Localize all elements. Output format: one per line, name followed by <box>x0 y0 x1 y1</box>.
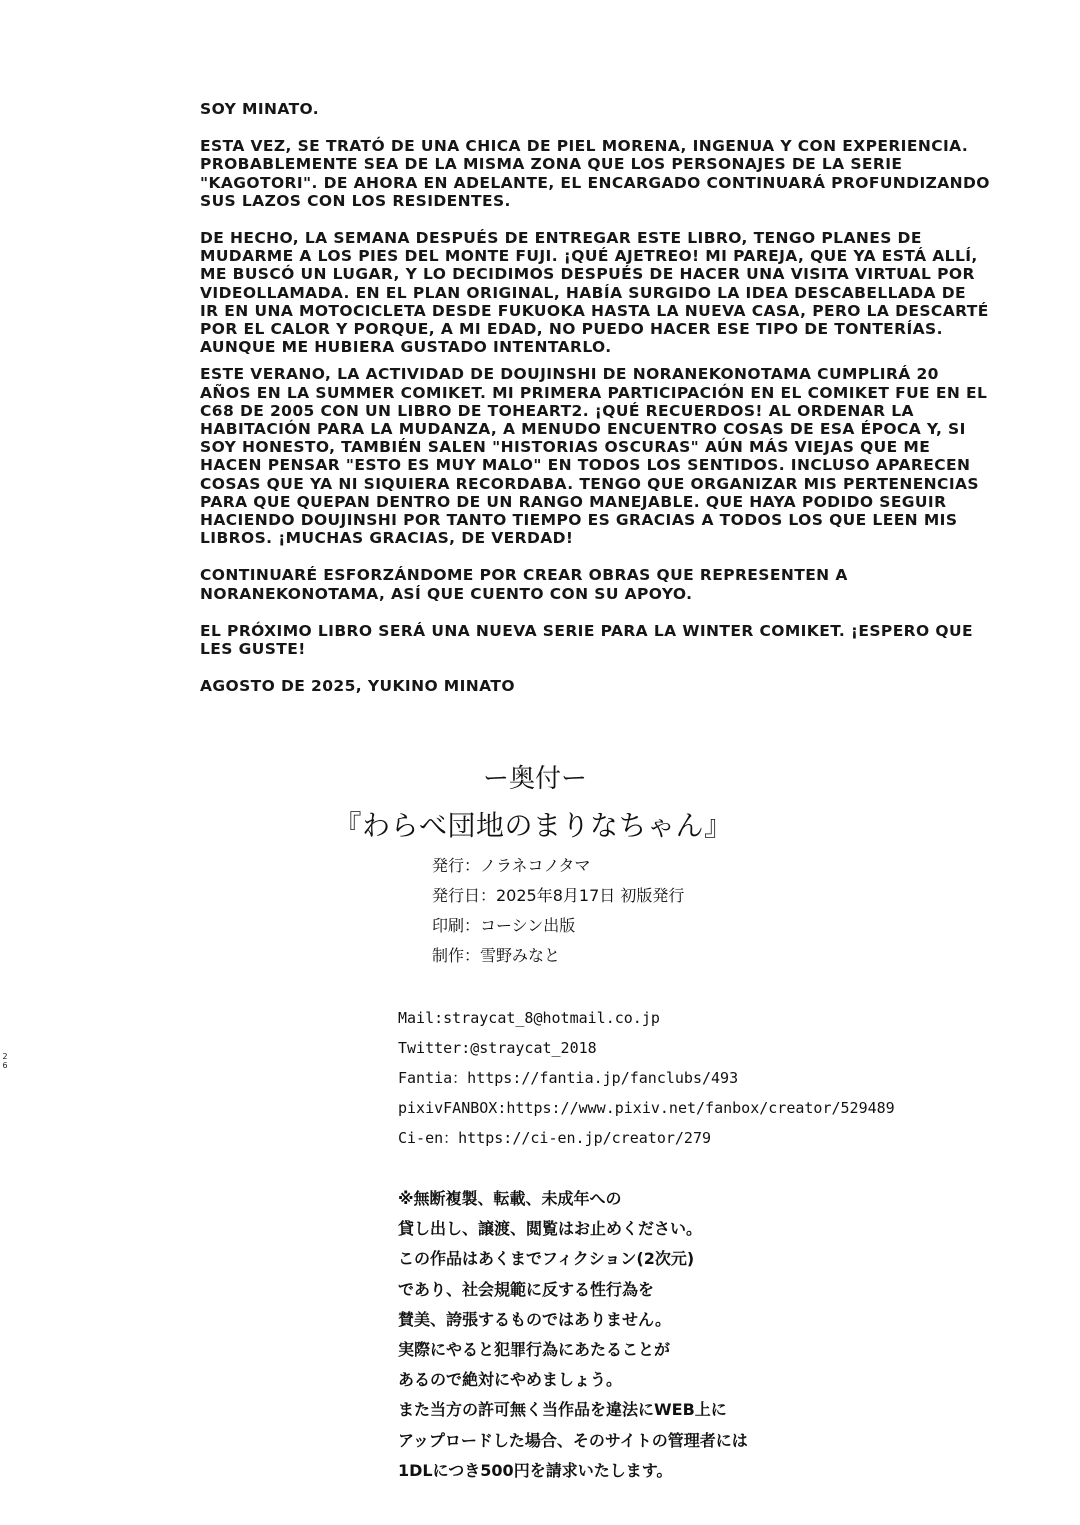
fantia-line: Fantia：https://fantia.jp/fanclubs/493 <box>398 1069 739 1087</box>
publisher-line: 発行：ノラネコノタマ <box>432 856 591 875</box>
producer-line: 制作：雪野みなと <box>432 946 561 965</box>
afterword-text-block <box>200 100 990 695</box>
notice-line: 貸し出し、譲渡、閲覧はお止めください。 <box>398 1219 703 1239</box>
fanbox-line: pixivFANBOX:https://www.pixiv.net/fanbox/creator/529489 <box>398 1099 895 1117</box>
colophon-heading: ー奥付ー <box>482 764 587 794</box>
printer-line: 印刷：コーシン出版 <box>432 916 576 935</box>
publish-date-line: 発行日：2025年8月17日 初版発行 <box>432 886 685 905</box>
afterword-paragraph: CONTINUARÉ ESFORZÁNDOME POR CREAR OBRAS QUE REPRESENTEN A NORANEKONOTAMA, ASÍ QUE CUENTO CON SU APOYO. <box>200 566 848 603</box>
notice-line: 賛美、誇張するものではありません。 <box>398 1309 671 1329</box>
afterword-paragraph: ESTA VEZ, SE TRATÓ DE UNA CHICA DE PIEL MORENA, INGENUA Y CON EXPERIENCIA. PROBABLEMENTE SEA DE LA MISMA ZONA QUE LOS PERSONAJES DE LA SERIE "KAGOTORI". DE AHORA EN ADELANTE, EL ENCARGADO CONTINUARÁ PROFUNDIZANDO SUS LAZOS CON LOS RESIDENTES. <box>200 137 990 210</box>
page-number-digit: 6 <box>2 1061 8 1070</box>
afterword-paragraph: ESTE VERANO, LA ACTIVIDAD DE DOUJINSHI DE NORANEKONOTAMA CUMPLIRÁ 20 AÑOS EN LA SUMMER COMIKET. MI PRIMERA PARTICIPACIÓN EN EL COMIKET FUE EN EL C68 DE 2005 CON UN LIBRO DE TOHEART2. ¡QUÉ RECUERDOS! AL ORDENAR LA HABITACIÓN PARA LA MUDANZA, A MENUDO ENCUENTRO COSAS DE ESA ÉPOCA Y, SI SOY HONESTO, TAMBIÉN SALEN "HISTORIAS OSCURAS" AÚN MÁS VIEJAS QUE ME HACEN PENSAR "ESTO ES MUY MALO" EN TODOS LOS SENTIDOS. INCLUSO APARECEN COSAS QUE YA NI SIQUIERA RECORDABA. TENGO QUE ORGANIZAR MIS PERTENENCIAS PARA QUE QUEPAN DENTRO DE UN RANGO MANEJABLE. QUE HAYA PODIDO SEGUIR HACIENDO DOUJINSHI POR TANTO TIEMPO ES GRACIAS A TODOS LOS QUE LEEN MIS LIBROS. ¡MUCHAS GRACIAS, DE VERDAD! <box>200 365 988 548</box>
notice-line: また当方の許可無く当作品を違法にWEB上に <box>398 1400 727 1420</box>
notice-line: であり、社会規範に反する性行為を <box>398 1279 655 1299</box>
notice-line: アップロードした場合、そのサイトの管理者には <box>398 1430 748 1450</box>
afterword-paragraph: EL PRÓXIMO LIBRO SERÁ UNA NUEVA SERIE PARA LA WINTER COMIKET. ¡ESPERO QUE LES GUSTE! <box>200 621 973 659</box>
contact-info <box>398 1008 895 1158</box>
twitter-line: Twitter:@straycat_2018 <box>398 1039 597 1057</box>
page-number <box>1 1052 9 1070</box>
notice-line: この作品はあくまでフィクション(2次元) <box>398 1249 695 1269</box>
mail-line: Mail:straycat_8@hotmail.co.jp <box>398 1009 660 1027</box>
notice-line: 1DLにつき500円を請求いたします。 <box>398 1460 673 1480</box>
legal-notice <box>398 1188 748 1490</box>
afterword-signature: AGOSTO DE 2025, YUKINO MINATO <box>200 677 515 696</box>
book-title: 『わらべ団地のまりなちゃん』 <box>333 809 733 842</box>
notice-line: あるので絶対にやめましょう。 <box>398 1370 623 1390</box>
publication-info <box>432 856 684 976</box>
page-number-digit: 2 <box>2 1052 8 1061</box>
cien-line: Ci-en：https://ci-en.jp/creator/279 <box>398 1129 712 1147</box>
afterword-paragraph: SOY MINATO. <box>200 100 320 118</box>
afterword-paragraph: DE HECHO, LA SEMANA DESPUÉS DE ENTREGAR ESTE LIBRO, TENGO PLANES DE MUDARME A LOS PIES DEL MONTE FUJI. ¡QUÉ AJETREO! MI PAREJA, QUE YA ESTÁ ALLÍ, ME BUSCÓ UN LUGAR, Y LO DECIDIMOS DESPUÉS DE HACER UNA VISITA VIRTUAL POR VIDEOLLAMADA. EN EL PLAN ORIGINAL, HABÍA SURGIDO LA IDEA DESCABELLADA DE IR EN UNA MOTOCICLETA DESDE FUKUOKA HASTA LA NUEVA CASA, PERO LA DESCARTÉ POR EL CALOR Y PORQUE, A MI EDAD, NO PUEDO HACER ESE TIPO DE TONTERÍAS. AUNQUE ME HUBIERA GUSTADO INTENTARLO. <box>200 229 989 357</box>
notice-line: 実際にやると犯罪行為にあたることが <box>398 1339 671 1359</box>
notice-line: ※無断複製、転載、未成年への <box>398 1189 622 1208</box>
